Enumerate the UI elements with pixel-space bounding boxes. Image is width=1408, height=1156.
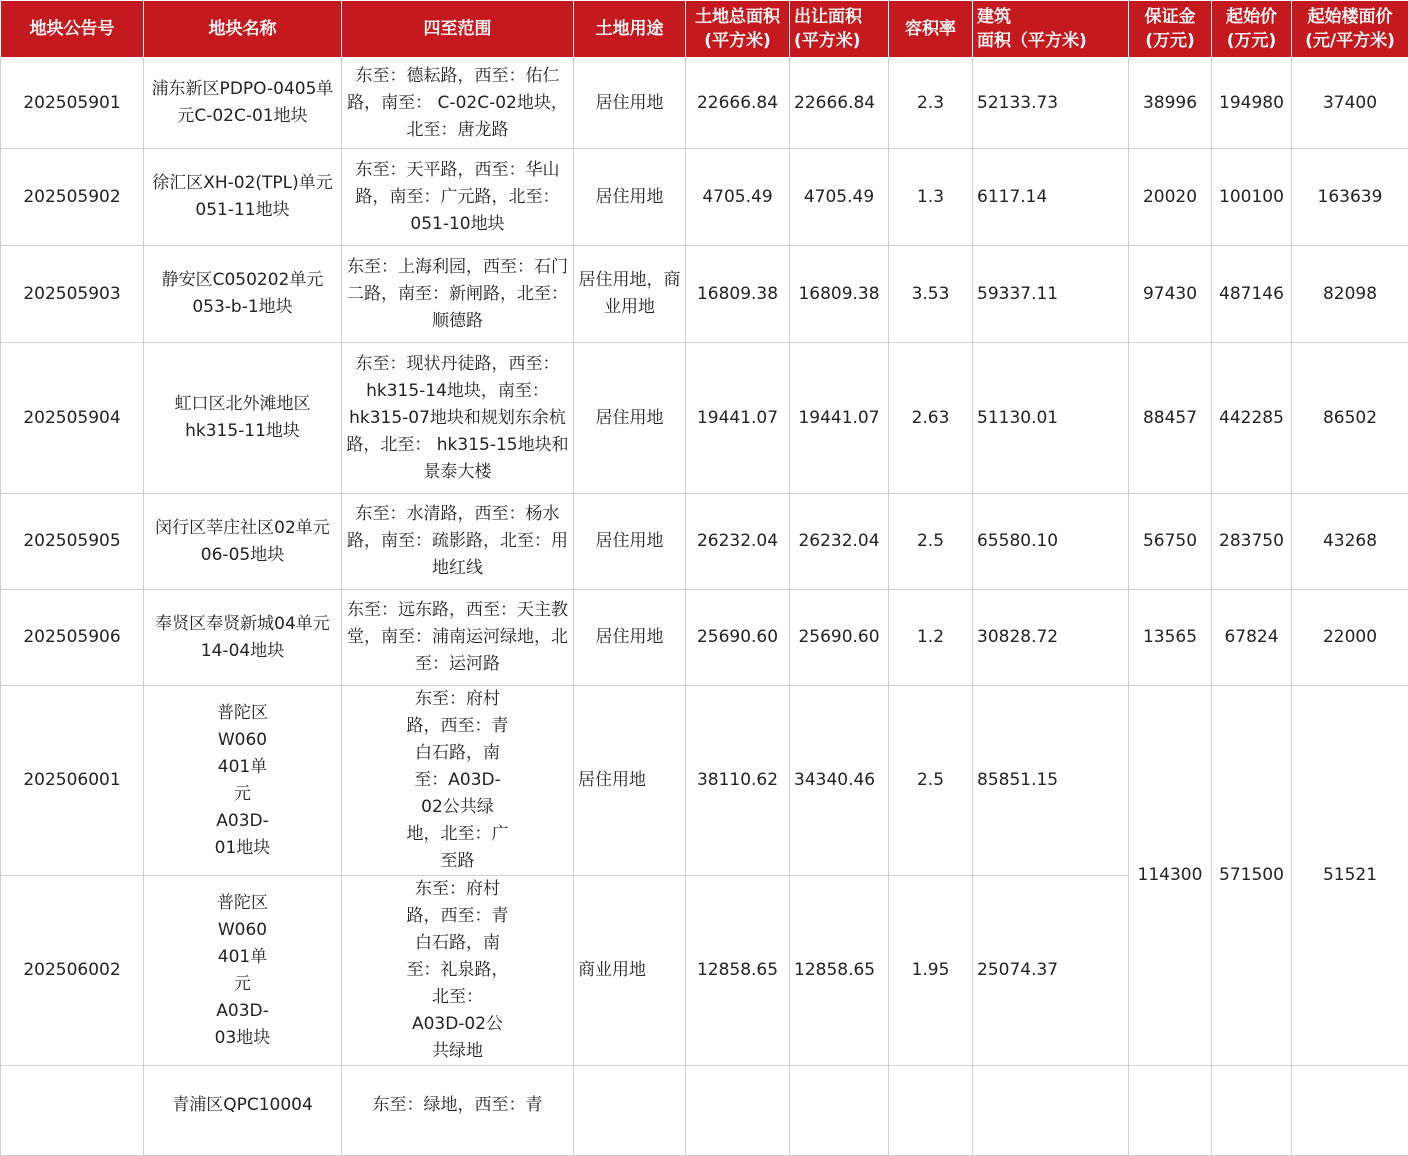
table-row bbox=[1, 590, 1408, 686]
cell-notice-no bbox=[1, 1066, 144, 1156]
col-start-price-line2: (万元) bbox=[1216, 29, 1287, 53]
cell-build-area bbox=[973, 1066, 1129, 1156]
cell-usage: 居住用地 bbox=[574, 686, 686, 876]
cell-usage: 居住用地 bbox=[574, 58, 686, 149]
col-bounds: 四至范围 bbox=[342, 1, 574, 58]
cell-total-area bbox=[686, 1066, 790, 1156]
table-row bbox=[1, 494, 1408, 590]
cell-usage bbox=[574, 1066, 686, 1156]
cell-start-price bbox=[1212, 1066, 1292, 1156]
cell-sale-area: 26232.04 bbox=[790, 494, 889, 590]
cell-sale-area: 34340.46 bbox=[790, 686, 889, 876]
col-start-price-line1: 起始价 bbox=[1216, 5, 1287, 29]
cell-notice-no: 202505902 bbox=[1, 149, 144, 246]
col-sale-area bbox=[790, 1, 889, 58]
cell-build-area: 6117.14 bbox=[973, 149, 1129, 246]
cell-notice-no: 202506001 bbox=[1, 686, 144, 876]
header-row bbox=[1, 1, 1408, 58]
cell-sale-area: 22666.84 bbox=[790, 58, 889, 149]
col-total-area bbox=[686, 1, 790, 58]
cell-start-price: 283750 bbox=[1212, 494, 1292, 590]
cell-bounds: 东至：现状丹徒路，西至：hk315-14地块，南至：hk315-07地块和规划东余杭路，北至： hk315-15地块和景泰大楼 bbox=[342, 343, 574, 494]
col-total-area-line1: 土地总面积 bbox=[690, 5, 785, 29]
cell-name: 虹口区北外滩地区hk315-11地块 bbox=[144, 343, 342, 494]
col-sale-area-line1: 出让面积 bbox=[794, 5, 884, 29]
cell-notice-no: 202505901 bbox=[1, 58, 144, 149]
cell-far: 1.95 bbox=[889, 876, 973, 1066]
cell-sale-area bbox=[790, 1066, 889, 1156]
cell-bounds: 东至：天平路，西至：华山路，南至：广元路，北至：051-10地块 bbox=[342, 149, 574, 246]
col-floor-price-line1: 起始楼面价 bbox=[1296, 5, 1404, 29]
cell-far: 3.53 bbox=[889, 246, 973, 343]
cell-bounds: 东至：上海利园，西至：石门二路，南至：新闸路，北至：顺德路 bbox=[342, 246, 574, 343]
cell-bounds: 东至：远东路，西至：天主教堂，南至：浦南运河绿地，北至：运河路 bbox=[342, 590, 574, 686]
cell-notice-no: 202506002 bbox=[1, 876, 144, 1066]
col-build-area bbox=[973, 1, 1129, 58]
cell-build-area: 51130.01 bbox=[973, 343, 1129, 494]
cell-floor-price: 163639 bbox=[1292, 149, 1408, 246]
cell-sale-area: 25690.60 bbox=[790, 590, 889, 686]
col-far: 容积率 bbox=[889, 1, 973, 58]
cell-deposit: 88457 bbox=[1129, 343, 1212, 494]
cell-name: 普陀区W060401单元A03D-03地块 bbox=[144, 876, 342, 1066]
cell-floor-price-merged: 51521 bbox=[1292, 686, 1408, 1066]
cell-usage: 居住用地 bbox=[574, 149, 686, 246]
cell-name: 奉贤区奉贤新城04单元14-04地块 bbox=[144, 590, 342, 686]
cell-sale-area: 12858.65 bbox=[790, 876, 889, 1066]
cell-notice-no: 202505905 bbox=[1, 494, 144, 590]
col-total-area-line2: (平方米) bbox=[690, 29, 785, 53]
table-row bbox=[1, 246, 1408, 343]
cell-start-price: 100100 bbox=[1212, 149, 1292, 246]
cell-name: 普陀区W060401单元A03D-01地块 bbox=[144, 686, 342, 876]
cell-name: 青浦区QPC10004 bbox=[144, 1066, 342, 1156]
cell-floor-price: 82098 bbox=[1292, 246, 1408, 343]
cell-total-area: 38110.62 bbox=[686, 686, 790, 876]
cell-sale-area: 16809.38 bbox=[790, 246, 889, 343]
cell-build-area: 65580.10 bbox=[973, 494, 1129, 590]
col-floor-price-line2: (元/平方米) bbox=[1296, 29, 1404, 53]
cell-far: 1.3 bbox=[889, 149, 973, 246]
col-build-area-line2: 面积（平方米) bbox=[977, 29, 1124, 53]
cell-notice-no: 202505904 bbox=[1, 343, 144, 494]
cell-name: 静安区C050202单元053-b-1地块 bbox=[144, 246, 342, 343]
cell-start-price-merged: 571500 bbox=[1212, 686, 1292, 1066]
cell-floor-price: 43268 bbox=[1292, 494, 1408, 590]
cell-total-area: 12858.65 bbox=[686, 876, 790, 1066]
cell-bounds: 东至：府村路，西至：青白石路，南至：礼泉路，北至：A03D-02公共绿地 bbox=[342, 876, 574, 1066]
cell-deposit-merged: 114300 bbox=[1129, 686, 1212, 1066]
cell-start-price: 487146 bbox=[1212, 246, 1292, 343]
cell-name: 徐汇区XH-02(TPL)单元051-11地块 bbox=[144, 149, 342, 246]
cell-total-area: 25690.60 bbox=[686, 590, 790, 686]
col-floor-price bbox=[1292, 1, 1408, 58]
col-name: 地块名称 bbox=[144, 1, 342, 58]
cell-total-area: 4705.49 bbox=[686, 149, 790, 246]
cell-build-area: 59337.11 bbox=[973, 246, 1129, 343]
cell-name: 浦东新区PDPO-0405单元C-02C-01地块 bbox=[144, 58, 342, 149]
cell-notice-no: 202505906 bbox=[1, 590, 144, 686]
cell-deposit: 13565 bbox=[1129, 590, 1212, 686]
cell-build-area: 25074.37 bbox=[973, 876, 1129, 1066]
cell-total-area: 22666.84 bbox=[686, 58, 790, 149]
cell-deposit: 56750 bbox=[1129, 494, 1212, 590]
cell-deposit bbox=[1129, 1066, 1212, 1156]
table-row bbox=[1, 1066, 1408, 1156]
table-row bbox=[1, 686, 1408, 876]
cell-start-price: 67824 bbox=[1212, 590, 1292, 686]
col-notice-no: 地块公告号 bbox=[1, 1, 144, 58]
cell-deposit: 20020 bbox=[1129, 149, 1212, 246]
col-deposit-line1: 保证金 bbox=[1133, 5, 1207, 29]
col-deposit-line2: (万元) bbox=[1133, 29, 1207, 53]
col-deposit bbox=[1129, 1, 1212, 58]
cell-start-price: 194980 bbox=[1212, 58, 1292, 149]
cell-usage: 居住用地，商业用地 bbox=[574, 246, 686, 343]
cell-sale-area: 19441.07 bbox=[790, 343, 889, 494]
cell-bounds: 东至：府村路，西至：青白石路，南至：A03D-02公共绿地，北至：广至路 bbox=[342, 686, 574, 876]
cell-usage: 居住用地 bbox=[574, 343, 686, 494]
cell-start-price: 442285 bbox=[1212, 343, 1292, 494]
col-usage: 土地用途 bbox=[574, 1, 686, 58]
cell-usage: 商业用地 bbox=[574, 876, 686, 1066]
col-sale-area-line2: (平方米) bbox=[794, 29, 884, 53]
cell-far: 2.5 bbox=[889, 686, 973, 876]
cell-floor-price: 22000 bbox=[1292, 590, 1408, 686]
table-row bbox=[1, 343, 1408, 494]
table-row bbox=[1, 58, 1408, 149]
table-row bbox=[1, 149, 1408, 246]
cell-far bbox=[889, 1066, 973, 1156]
cell-total-area: 16809.38 bbox=[686, 246, 790, 343]
cell-build-area: 85851.15 bbox=[973, 686, 1129, 876]
cell-usage: 居住用地 bbox=[574, 494, 686, 590]
cell-far: 2.5 bbox=[889, 494, 973, 590]
cell-bounds: 东至：水清路，西至：杨水路，南至：疏影路，北至：用地红线 bbox=[342, 494, 574, 590]
cell-bounds: 东至：绿地，西至：青 bbox=[342, 1066, 574, 1156]
cell-build-area: 30828.72 bbox=[973, 590, 1129, 686]
cell-far: 2.3 bbox=[889, 58, 973, 149]
col-build-area-line1: 建筑 bbox=[977, 5, 1124, 29]
cell-far: 2.63 bbox=[889, 343, 973, 494]
cell-notice-no: 202505903 bbox=[1, 246, 144, 343]
cell-total-area: 26232.04 bbox=[686, 494, 790, 590]
cell-usage: 居住用地 bbox=[574, 590, 686, 686]
col-start-price bbox=[1212, 1, 1292, 58]
cell-deposit: 38996 bbox=[1129, 58, 1212, 149]
cell-bounds: 东至：德耘路，西至：佑仁路，南至： C-02C-02地块，北至：唐龙路 bbox=[342, 58, 574, 149]
cell-total-area: 19441.07 bbox=[686, 343, 790, 494]
cell-name: 闵行区莘庄社区02单元06-05地块 bbox=[144, 494, 342, 590]
cell-floor-price: 86502 bbox=[1292, 343, 1408, 494]
cell-floor-price: 37400 bbox=[1292, 58, 1408, 149]
cell-sale-area: 4705.49 bbox=[790, 149, 889, 246]
cell-floor-price bbox=[1292, 1066, 1408, 1156]
cell-build-area: 52133.73 bbox=[973, 58, 1129, 149]
cell-far: 1.2 bbox=[889, 590, 973, 686]
cell-deposit: 97430 bbox=[1129, 246, 1212, 343]
